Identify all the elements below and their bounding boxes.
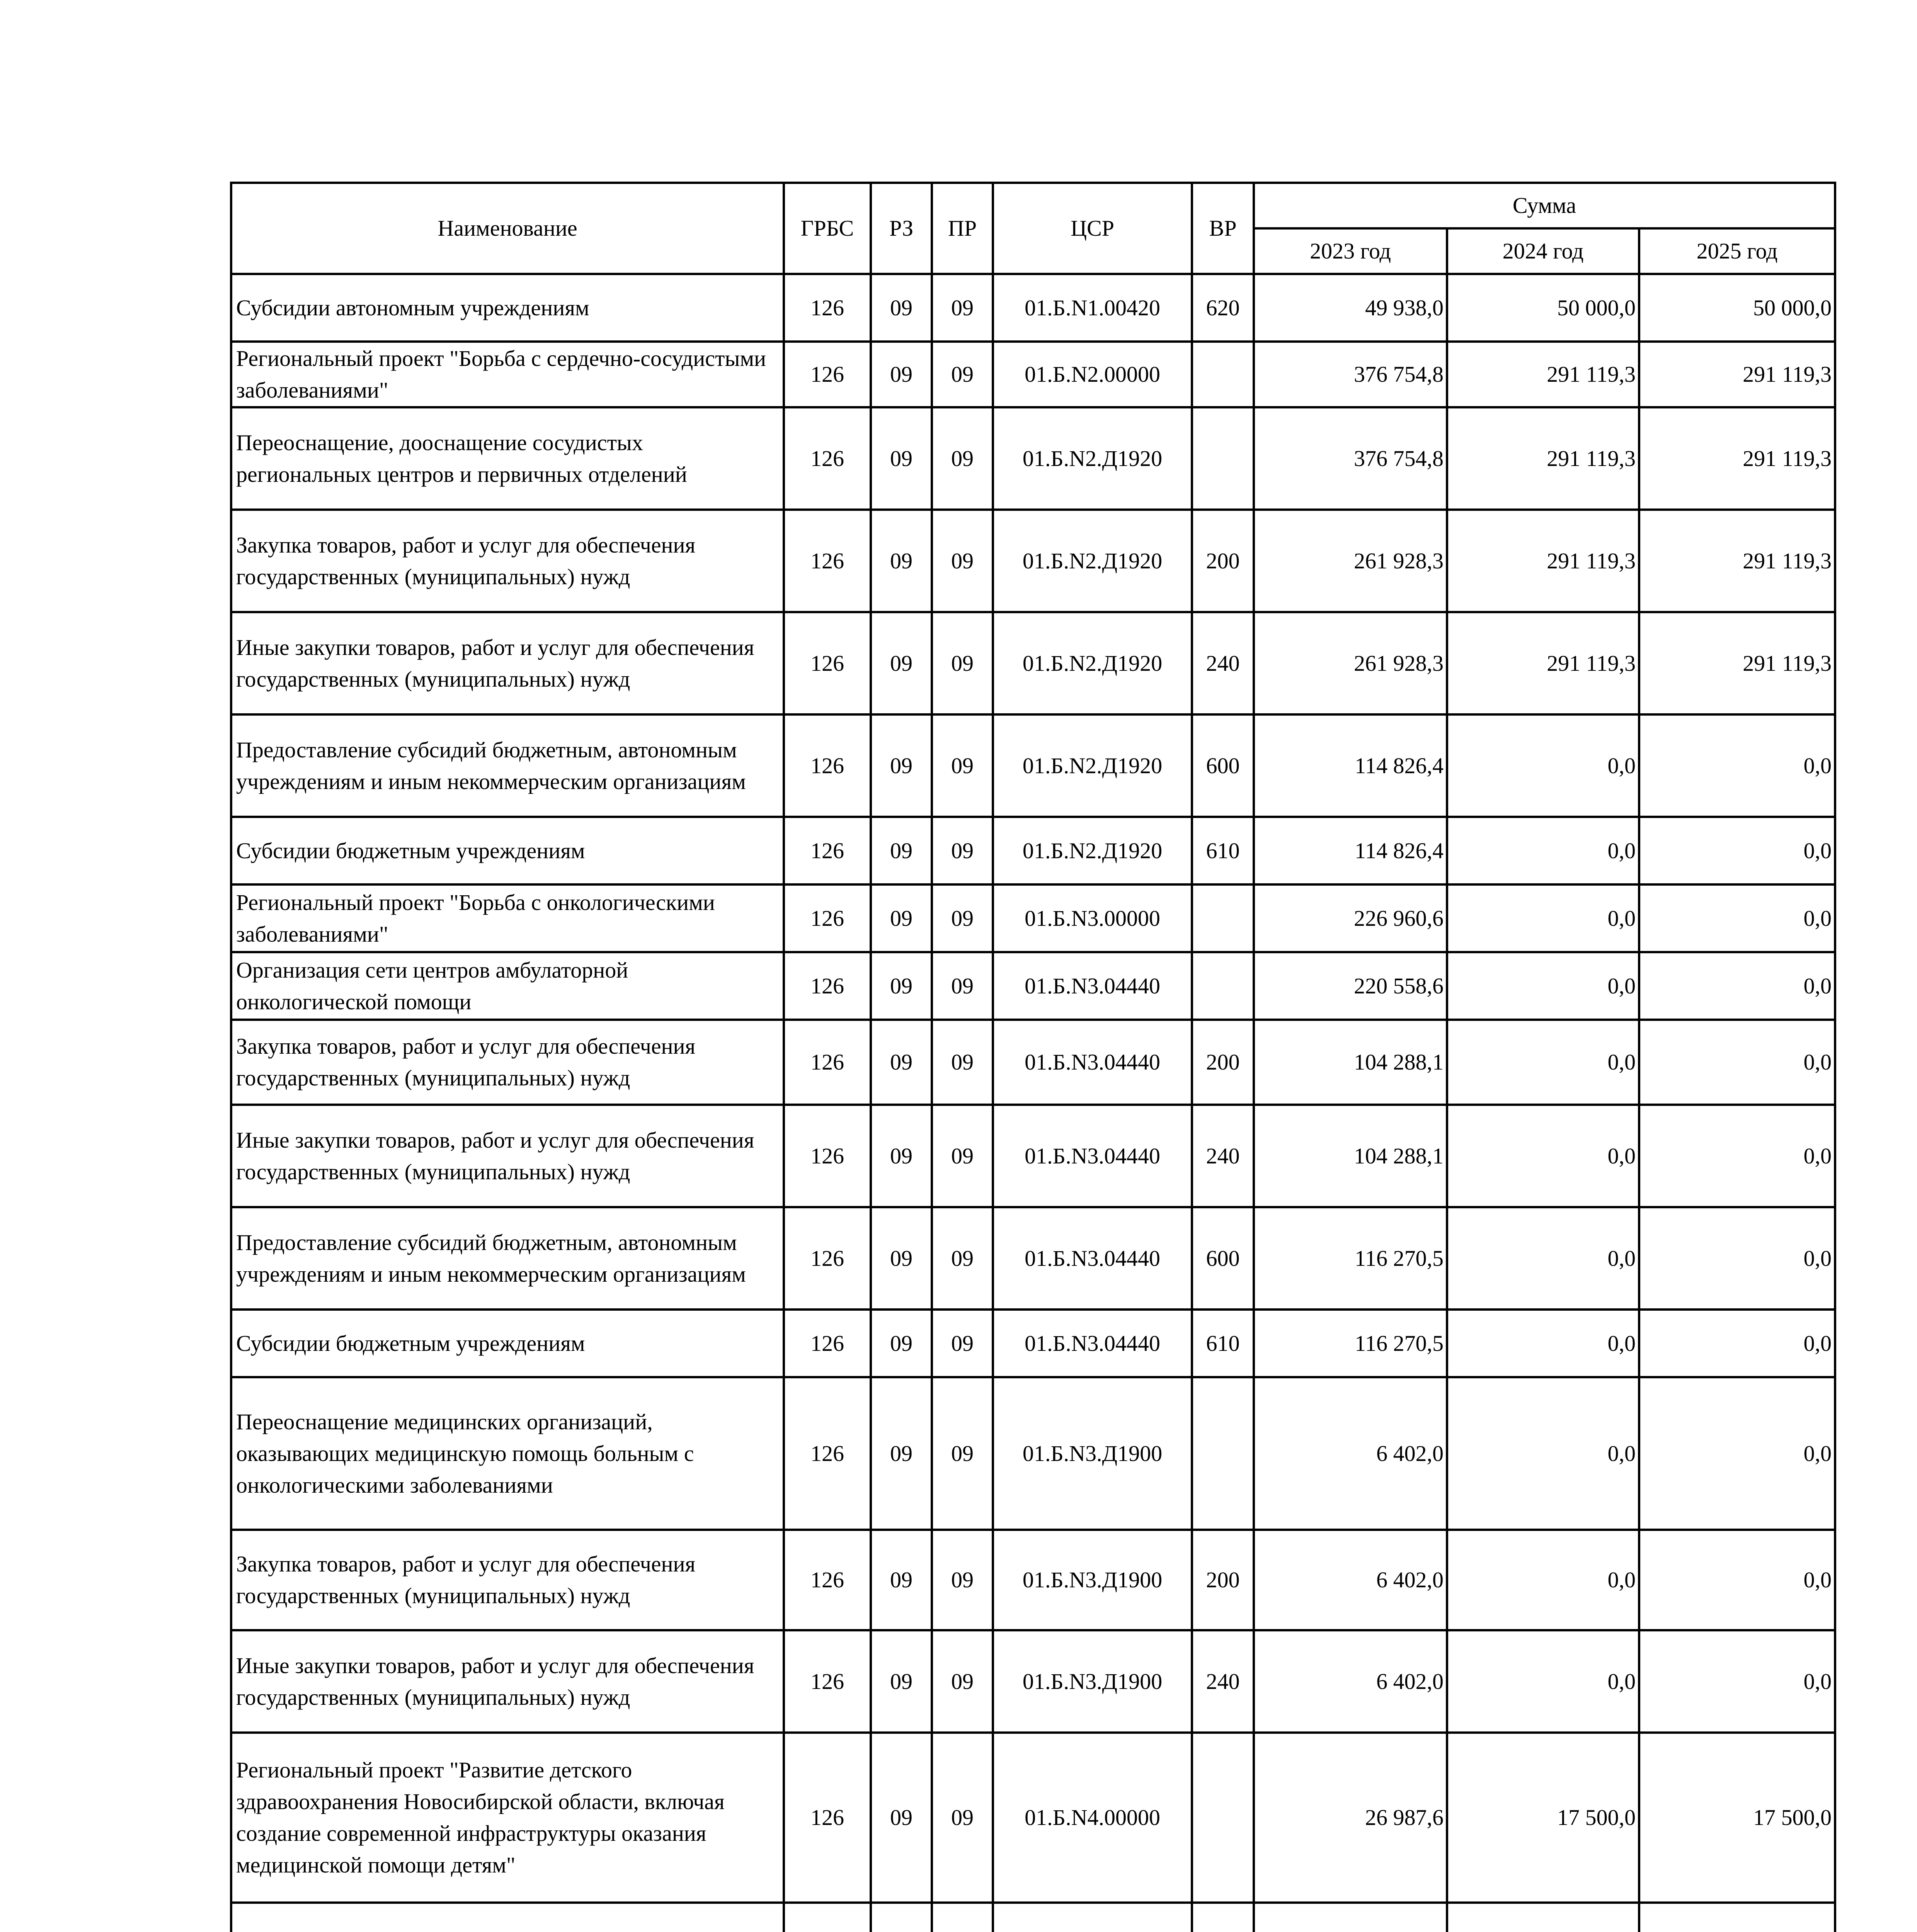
row-csr: 01.Б.N2.Д1920 [993, 510, 1192, 612]
row-sum-2025: 0,0 [1639, 1207, 1835, 1310]
row-vr [1192, 952, 1254, 1020]
row-pr: 09 [932, 612, 993, 714]
row-name: Иные закупки товаров, работ и услуг для обеспечения государственных (муниципальных) нужд [231, 1105, 784, 1207]
table-row [231, 714, 1835, 817]
row-vr: 200 [1192, 1530, 1254, 1630]
table-row [231, 1377, 1835, 1530]
row-grbs: 126 [784, 1377, 871, 1530]
row-sum-2024: 291 119,3 [1447, 612, 1639, 714]
row-sum-2025: 0,0 [1639, 952, 1835, 1020]
table-row [231, 1310, 1835, 1377]
row-sum-2024: 0,0 [1447, 1020, 1639, 1105]
row-pr: 09 [932, 274, 993, 342]
row-csr: 01.Б.N3.04440 [993, 952, 1192, 1020]
row-vr [1192, 407, 1254, 510]
row-rz: 09 [871, 342, 932, 407]
row-csr: 01.Б.N2.Д1920 [993, 407, 1192, 510]
row-csr: 01.Б.N4.00000 [993, 1733, 1192, 1903]
row-sum-2024: 291 119,3 [1447, 510, 1639, 612]
row-pr: 09 [932, 1020, 993, 1105]
header-name: Наименование [231, 183, 784, 274]
row-sum-2025 [1639, 1903, 1835, 1932]
row-sum-2024: 0,0 [1447, 817, 1639, 884]
table-row [231, 274, 1835, 342]
table-row [231, 1020, 1835, 1105]
row-sum-2024: 0,0 [1447, 1207, 1639, 1310]
row-rz: 09 [871, 407, 932, 510]
row-csr: 01.Б.N2.00000 [993, 342, 1192, 407]
row-sum-2025: 291 119,3 [1639, 342, 1835, 407]
row-sum-2023: 261 928,3 [1254, 510, 1447, 612]
row-sum-2023: 376 754,8 [1254, 342, 1447, 407]
row-sum-2024: 0,0 [1447, 1310, 1639, 1377]
row-sum-2023: 261 928,3 [1254, 612, 1447, 714]
row-csr: 01.Б.N2.Д1920 [993, 714, 1192, 817]
row-vr [1192, 1903, 1254, 1932]
row-grbs: 126 [784, 1020, 871, 1105]
row-name: Субсидии бюджетным учреждениям [231, 1310, 784, 1377]
row-vr [1192, 1377, 1254, 1530]
row-name: Предоставление субсидий бюджетным, автономным учреждениям и иным некоммерческим организациям [231, 1207, 784, 1310]
row-rz: 09 [871, 1207, 932, 1310]
row-pr: 09 [932, 1105, 993, 1207]
row-vr: 240 [1192, 612, 1254, 714]
row-csr: 01.Б.N3.04440 [993, 1020, 1192, 1105]
row-rz: 09 [871, 1105, 932, 1207]
row-sum-2024: 0,0 [1447, 714, 1639, 817]
row-name: Субсидии автономным учреждениям [231, 274, 784, 342]
row-pr: 09 [932, 1377, 993, 1530]
row-rz: 09 [871, 274, 932, 342]
row-sum-2023: 26 987,6 [1254, 1733, 1447, 1903]
row-grbs: 126 [784, 274, 871, 342]
row-sum-2025: 0,0 [1639, 1530, 1835, 1630]
row-vr [1192, 1733, 1254, 1903]
row-sum-2023: 220 558,6 [1254, 952, 1447, 1020]
header-grbs: ГРБС [784, 183, 871, 274]
row-pr: 09 [932, 342, 993, 407]
row-sum-2023: 114 826,4 [1254, 714, 1447, 817]
row-sum-2024: 291 119,3 [1447, 407, 1639, 510]
row-pr: 09 [932, 817, 993, 884]
header-sum: Сумма [1254, 183, 1835, 228]
row-name: Субсидии бюджетным учреждениям [231, 817, 784, 884]
table-row [231, 612, 1835, 714]
row-vr: 240 [1192, 1105, 1254, 1207]
row-pr: 09 [932, 510, 993, 612]
row-sum-2025: 0,0 [1639, 817, 1835, 884]
table-row [231, 952, 1835, 1020]
row-pr: 09 [932, 1207, 993, 1310]
row-sum-2024: 0,0 [1447, 884, 1639, 952]
row-sum-2023: 114 826,4 [1254, 817, 1447, 884]
row-sum-2025: 0,0 [1639, 1105, 1835, 1207]
row-name: Закупка товаров, работ и услуг для обеспечения государственных (муниципальных) нужд [231, 1530, 784, 1630]
header-csr: ЦСР [993, 183, 1192, 274]
row-csr: 01.Б.N2.Д1920 [993, 612, 1192, 714]
row-sum-2023: 376 754,8 [1254, 407, 1447, 510]
table-row [231, 1105, 1835, 1207]
row-pr: 09 [932, 952, 993, 1020]
table-row [231, 817, 1835, 884]
row-grbs: 126 [784, 1310, 871, 1377]
row-rz: 09 [871, 884, 932, 952]
row-grbs: 126 [784, 1105, 871, 1207]
row-csr: 01.Б.N1.00420 [993, 274, 1192, 342]
row-sum-2025: 0,0 [1639, 1310, 1835, 1377]
table-row [231, 1207, 1835, 1310]
row-sum-2025: 0,0 [1639, 714, 1835, 817]
row-vr: 200 [1192, 1020, 1254, 1105]
row-name: Организация сети центров амбулаторной онкологической помощи [231, 952, 784, 1020]
row-csr: 01.Б.N3.Д1900 [993, 1630, 1192, 1733]
row-name: Региональный проект "Борьба с онкологическими заболеваниями" [231, 884, 784, 952]
row-rz: 09 [871, 510, 932, 612]
row-vr: 200 [1192, 510, 1254, 612]
row-sum-2025: 17 500,0 [1639, 1733, 1835, 1903]
row-sum-2025: 291 119,3 [1639, 407, 1835, 510]
row-pr: 09 [932, 407, 993, 510]
row-csr [993, 1903, 1192, 1932]
row-rz: 09 [871, 1733, 932, 1903]
row-rz: 09 [871, 1530, 932, 1630]
row-sum-2025: 291 119,3 [1639, 612, 1835, 714]
row-name: Предоставление субсидий бюджетным, автономным учреждениям и иным некоммерческим организациям [231, 714, 784, 817]
row-csr: 01.Б.N2.Д1920 [993, 817, 1192, 884]
row-grbs [784, 1903, 871, 1932]
table-row [231, 1630, 1835, 1733]
row-vr: 620 [1192, 274, 1254, 342]
row-csr: 01.Б.N3.00000 [993, 884, 1192, 952]
row-grbs: 126 [784, 1530, 871, 1630]
row-vr [1192, 884, 1254, 952]
row-rz: 09 [871, 1377, 932, 1530]
row-grbs: 126 [784, 884, 871, 952]
row-name: Закупка товаров, работ и услуг для обеспечения государственных (муниципальных) нужд [231, 1020, 784, 1105]
row-name: Иные закупки товаров, работ и услуг для обеспечения государственных (муниципальных) нужд [231, 612, 784, 714]
row-pr: 09 [932, 1530, 993, 1630]
row-vr: 610 [1192, 817, 1254, 884]
header-rz: РЗ [871, 183, 932, 274]
row-csr: 01.Б.N3.04440 [993, 1207, 1192, 1310]
row-pr: 09 [932, 884, 993, 952]
row-grbs: 126 [784, 612, 871, 714]
row-grbs: 126 [784, 714, 871, 817]
row-pr: 09 [932, 1310, 993, 1377]
table-row [231, 342, 1835, 407]
row-rz: 09 [871, 817, 932, 884]
row-name: Региональный проект "Борьба с сердечно-сосудистыми заболеваниями" [231, 342, 784, 407]
row-sum-2023: 49 938,0 [1254, 274, 1447, 342]
table-row [231, 1530, 1835, 1630]
row-grbs: 126 [784, 342, 871, 407]
row-rz: 09 [871, 612, 932, 714]
row-pr [932, 1903, 993, 1932]
table-row [231, 1903, 1835, 1932]
row-rz [871, 1903, 932, 1932]
row-sum-2024: 0,0 [1447, 1630, 1639, 1733]
row-sum-2024: 17 500,0 [1447, 1733, 1639, 1903]
row-pr: 09 [932, 1630, 993, 1733]
row-vr: 240 [1192, 1630, 1254, 1733]
row-grbs: 126 [784, 1207, 871, 1310]
row-sum-2023: 104 288,1 [1254, 1105, 1447, 1207]
row-sum-2024: 0,0 [1447, 1530, 1639, 1630]
row-name: Региональный проект "Развитие детского здравоохранения Новосибирской области, включая создание современной инфраструктуры оказания медицинской помощи детям" [231, 1733, 784, 1903]
header-vr: ВР [1192, 183, 1254, 274]
table-row [231, 407, 1835, 510]
row-sum-2023: 226 960,6 [1254, 884, 1447, 952]
row-sum-2025: 0,0 [1639, 884, 1835, 952]
row-sum-2025: 0,0 [1639, 1630, 1835, 1733]
row-csr: 01.Б.N3.Д1900 [993, 1377, 1192, 1530]
row-grbs: 126 [784, 952, 871, 1020]
row-csr: 01.Б.N3.04440 [993, 1310, 1192, 1377]
row-sum-2023 [1254, 1903, 1447, 1932]
row-csr: 01.Б.N3.04440 [993, 1105, 1192, 1207]
row-vr [1192, 342, 1254, 407]
row-rz: 09 [871, 1020, 932, 1105]
row-sum-2024: 0,0 [1447, 952, 1639, 1020]
row-name: Переоснащение медицинских организаций, оказывающих медицинскую помощь больным с онкологическими заболеваниями [231, 1377, 784, 1530]
row-grbs: 126 [784, 1733, 871, 1903]
row-csr: 01.Б.N3.Д1900 [993, 1530, 1192, 1630]
row-rz: 09 [871, 1630, 932, 1733]
row-rz: 09 [871, 714, 932, 817]
row-sum-2024: 0,0 [1447, 1377, 1639, 1530]
table-body [231, 274, 1835, 1932]
table-row [231, 510, 1835, 612]
row-sum-2025: 0,0 [1639, 1020, 1835, 1105]
row-sum-2025: 291 119,3 [1639, 510, 1835, 612]
row-name: Закупка товаров, работ и услуг для обеспечения государственных (муниципальных) нужд [231, 510, 784, 612]
table-row [231, 884, 1835, 952]
row-pr: 09 [932, 1733, 993, 1903]
row-vr: 600 [1192, 714, 1254, 817]
row-grbs: 126 [784, 510, 871, 612]
header-year-2024: 2024 год [1447, 228, 1639, 274]
budget-table [230, 182, 1836, 1932]
row-sum-2024: 50 000,0 [1447, 274, 1639, 342]
row-grbs: 126 [784, 817, 871, 884]
row-sum-2023: 116 270,5 [1254, 1310, 1447, 1377]
row-name [231, 1903, 784, 1932]
row-sum-2025: 0,0 [1639, 1377, 1835, 1530]
row-grbs: 126 [784, 1630, 871, 1733]
row-sum-2023: 6 402,0 [1254, 1377, 1447, 1530]
row-name: Иные закупки товаров, работ и услуг для обеспечения государственных (муниципальных) нужд [231, 1630, 784, 1733]
row-sum-2023: 104 288,1 [1254, 1020, 1447, 1105]
header-pr: ПР [932, 183, 993, 274]
row-sum-2023: 6 402,0 [1254, 1630, 1447, 1733]
row-sum-2023: 116 270,5 [1254, 1207, 1447, 1310]
row-sum-2023: 6 402,0 [1254, 1530, 1447, 1630]
row-vr: 600 [1192, 1207, 1254, 1310]
table-row [231, 1733, 1835, 1903]
row-rz: 09 [871, 952, 932, 1020]
row-rz: 09 [871, 1310, 932, 1377]
header-year-2023: 2023 год [1254, 228, 1447, 274]
row-name: Переоснащение, дооснащение сосудистых региональных центров и первичных отделений [231, 407, 784, 510]
row-sum-2025: 50 000,0 [1639, 274, 1835, 342]
row-pr: 09 [932, 714, 993, 817]
row-grbs: 126 [784, 407, 871, 510]
header-year-2025: 2025 год [1639, 228, 1835, 274]
row-sum-2024: 291 119,3 [1447, 342, 1639, 407]
row-vr: 610 [1192, 1310, 1254, 1377]
row-sum-2024: 0,0 [1447, 1105, 1639, 1207]
row-sum-2024 [1447, 1903, 1639, 1932]
